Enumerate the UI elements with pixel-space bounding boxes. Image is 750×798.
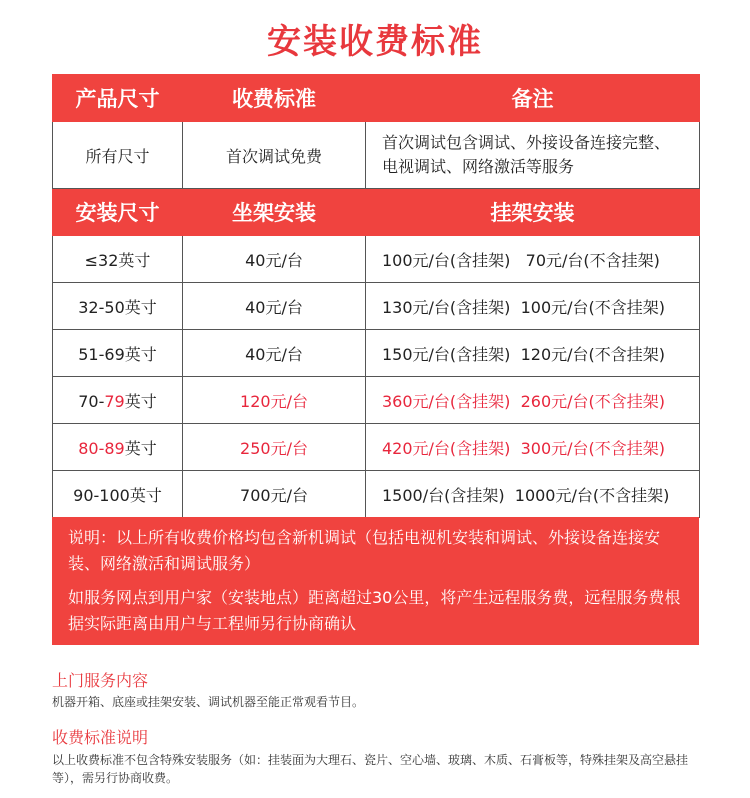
service-content-body: 机器开箱、底座或挂架安装、调试机器至能正常观看节目。 bbox=[52, 695, 365, 709]
table-header-row bbox=[53, 75, 700, 122]
size-cell: 51-69英寸 bbox=[53, 330, 183, 377]
header-remarks: 备注 bbox=[366, 75, 700, 122]
stand-price-cell: 40元/台 bbox=[183, 283, 366, 330]
wall-price-cell: 1500/台(含挂架) 1000元/台(不含挂架) bbox=[366, 471, 700, 518]
size-unit: 英寸 bbox=[124, 438, 157, 458]
size-cell bbox=[53, 424, 183, 471]
table-row bbox=[53, 424, 700, 471]
table-row bbox=[53, 471, 700, 518]
size-cell bbox=[53, 377, 183, 424]
size-cell: 所有尺寸 bbox=[53, 122, 183, 189]
header-wall-install: 挂架安装 bbox=[366, 189, 700, 236]
size-highlight: 79 bbox=[104, 391, 125, 411]
header-fee-standard: 收费标准 bbox=[183, 75, 366, 122]
stand-price-cell: 40元/台 bbox=[183, 236, 366, 283]
size-prefix: 70- bbox=[78, 391, 105, 411]
table-row bbox=[53, 283, 700, 330]
explanation-paragraph-1: 说明：以上所有收费价格均包含新机调试（包括电视机安装和调试、外接设备连接安装、网络激活和调试服务） bbox=[68, 528, 661, 573]
explanation-paragraph-2: 如服务网点到用户家（安装地点）距离超过30公里，将产生远程服务费，远程服务费根据实际距离由用户与工程师另行协商确认 bbox=[68, 588, 681, 633]
header-stand-install: 坐架安装 bbox=[183, 189, 366, 236]
wall-price-cell: 130元/台(含挂架) 100元/台(不含挂架) bbox=[366, 283, 700, 330]
wall-price-cell: 420元/台(含挂架) 300元/台(不含挂架) bbox=[366, 424, 700, 471]
header-product-size: 产品尺寸 bbox=[53, 75, 183, 122]
remarks-line-1: 首次调试包含调试、外接设备连接完整、 bbox=[382, 133, 671, 152]
table-row bbox=[53, 122, 700, 189]
install-header-row bbox=[53, 189, 700, 236]
table-row bbox=[53, 236, 700, 283]
explanation-box bbox=[52, 517, 699, 645]
remarks-line-2: 电视调试、网络激活等服务 bbox=[382, 157, 575, 176]
wall-price-cell: 150元/台(含挂架) 120元/台(不含挂架) bbox=[366, 330, 700, 377]
fee-table bbox=[52, 74, 700, 518]
header-install-size: 安装尺寸 bbox=[53, 189, 183, 236]
stand-price-cell: 120元/台 bbox=[183, 377, 366, 424]
size-cell: 90-100英寸 bbox=[53, 471, 183, 518]
table-row bbox=[53, 330, 700, 377]
service-content-title: 上门服务内容 bbox=[52, 671, 149, 690]
fee-note-body: 以上收费标准不包含特殊安装服务（如：挂装面为大理石、瓷片、空心墙、玻璃、木质、石膏板等，特殊挂架及高空悬挂等），需另行协商收费。 bbox=[52, 753, 689, 785]
remarks-cell bbox=[366, 122, 700, 189]
wall-price-cell: 360元/台(含挂架) 260元/台(不含挂架) bbox=[366, 377, 700, 424]
size-unit: 英寸 bbox=[124, 391, 157, 411]
stand-price-cell: 40元/台 bbox=[183, 330, 366, 377]
size-cell: 32-50英寸 bbox=[53, 283, 183, 330]
fee-note-title: 收费标准说明 bbox=[52, 728, 149, 747]
page-title: 安装收费标准 bbox=[267, 22, 483, 62]
wall-price-cell: 100元/台(含挂架) 70元/台(不含挂架) bbox=[366, 236, 700, 283]
size-highlight: 80-89 bbox=[78, 438, 125, 458]
table-row bbox=[53, 377, 700, 424]
stand-price-cell: 250元/台 bbox=[183, 424, 366, 471]
stand-price-cell: 700元/台 bbox=[183, 471, 366, 518]
fee-cell: 首次调试免费 bbox=[183, 122, 366, 189]
size-cell: ≤32英寸 bbox=[53, 236, 183, 283]
